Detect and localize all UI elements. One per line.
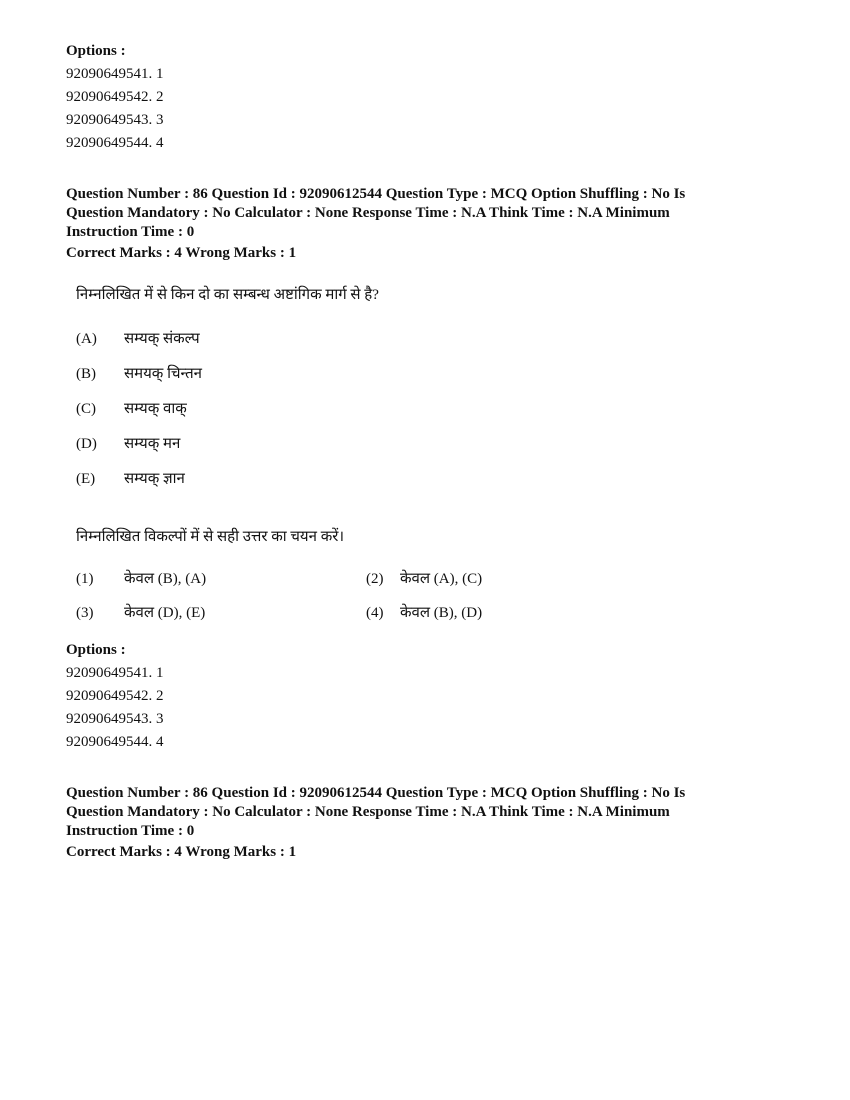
bottom-options [66,639,164,754]
statement-label: (D) [76,436,97,452]
next-question-marks: Correct Marks : 4 Wrong Marks : 1 [66,844,297,860]
question-marks: Correct Marks : 4 Wrong Marks : 1 [66,245,297,261]
choice-label: (1) [76,571,94,587]
instruction-text: निम्नलिखित विकल्पों में से सही उत्तर का चयन करें। [76,529,345,545]
choice-text: केवल (D), (E) [124,605,206,621]
statement-text: सम्यक् वाक् [124,401,187,417]
meta-line: Question Number : 86 Question Id : 92090612544 Question Type : MCQ Option Shuffling : No Is [66,785,686,801]
choice-1 [76,568,206,588]
statement-d [76,433,180,453]
option-item: 92090649543. 3 [66,112,164,128]
statement-text: समयक् चिन्तन [124,366,202,382]
top-options [66,40,164,155]
choice-4 [366,602,482,622]
choice-2 [366,568,482,588]
option-item: 92090649541. 1 [66,665,164,681]
choice-label: (2) [366,571,384,587]
option-item: 92090649544. 4 [66,734,164,750]
statement-c [76,398,187,418]
statement-label: (C) [76,401,96,417]
question-meta [66,185,766,242]
options-header: Options : [66,43,126,59]
meta-line: Question Mandatory : No Calculator : None Response Time : N.A Think Time : N.A Minimum [66,205,670,221]
meta-line: Question Number : 86 Question Id : 92090612544 Question Type : MCQ Option Shuffling : No Is [66,186,686,202]
choice-text: केवल (B), (A) [124,571,207,587]
meta-line: Instruction Time : 0 [66,224,195,240]
choice-3 [76,602,205,622]
choice-text: केवल (A), (C) [400,571,483,587]
statement-b [76,363,202,383]
meta-line: Question Mandatory : No Calculator : None Response Time : N.A Think Time : N.A Minimum [66,804,670,820]
meta-line: Instruction Time : 0 [66,823,195,839]
statement-text: सम्यक् संकल्प [124,331,200,347]
option-item: 92090649542. 2 [66,89,164,105]
statement-e [76,468,185,488]
option-item: 92090649542. 2 [66,688,164,704]
choice-label: (4) [366,605,384,621]
choice-label: (3) [76,605,94,621]
option-item: 92090649543. 3 [66,711,164,727]
statement-text: सम्यक् ज्ञान [124,471,185,487]
next-question-meta [66,784,766,841]
options-header: Options : [66,642,126,658]
choice-text: केवल (B), (D) [400,605,483,621]
statement-text: सम्यक् मन [124,436,181,452]
statement-label: (E) [76,471,96,487]
option-item: 92090649541. 1 [66,66,164,82]
option-item: 92090649544. 4 [66,135,164,151]
statement-label: (B) [76,366,96,382]
statement-label: (A) [76,331,97,347]
question-text: निम्नलिखित में से किन दो का सम्बन्ध अष्टांगिक मार्ग से है? [76,287,379,303]
statement-a [76,328,200,348]
